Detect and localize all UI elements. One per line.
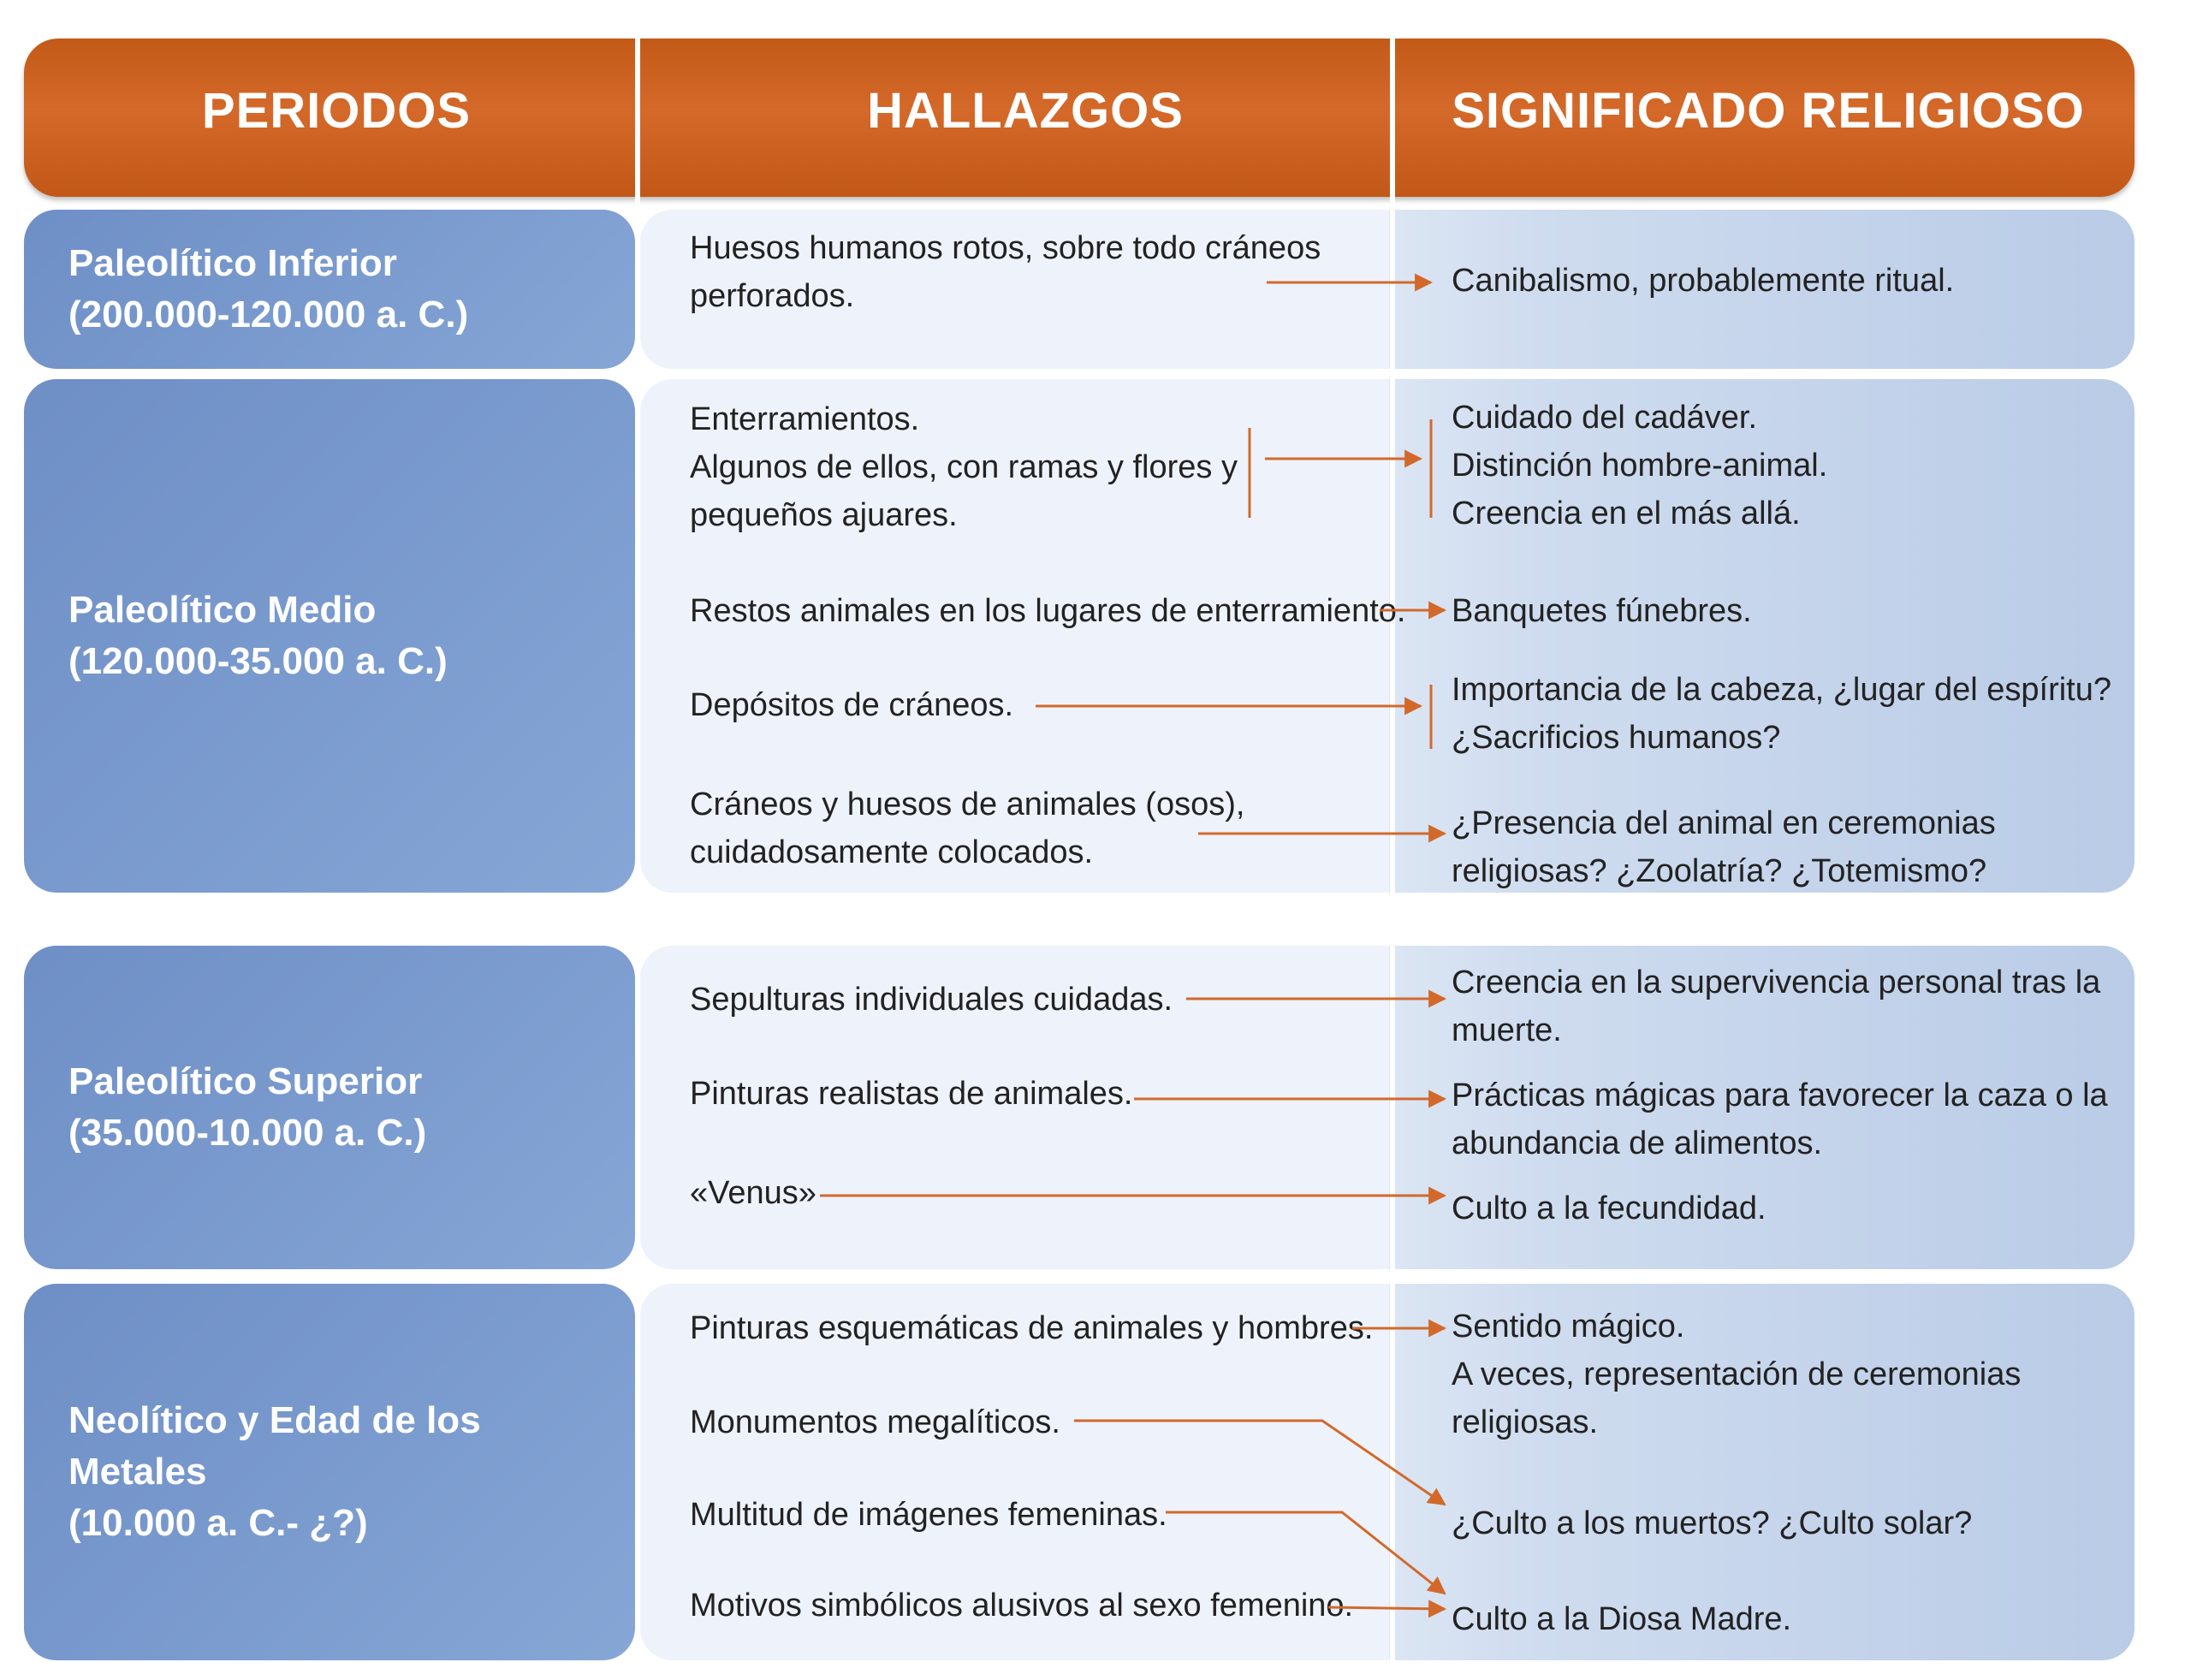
period-dates: (35.000-10.000 a. C.) <box>68 1112 427 1154</box>
finding-text: Sepulturas individuales cuidadas. <box>690 982 1173 1018</box>
period-name-line2: Metales <box>68 1451 207 1493</box>
finding-text: Monumentos megalíticos. <box>690 1404 1060 1440</box>
meaning-text: abundancia de alimentos. <box>1452 1125 1823 1161</box>
finding-text: Pinturas esquemáticas de animales y hombres. <box>690 1310 1374 1346</box>
period-name: Paleolítico Inferior <box>68 242 397 284</box>
meaning-text: ¿Culto a los muertos? ¿Culto solar? <box>1452 1505 1973 1541</box>
period-name: Neolítico y Edad de los <box>68 1399 481 1441</box>
period-dates: (200.000-120.000 a. C.) <box>68 294 469 335</box>
finding-text: Pinturas realistas de animales. <box>690 1076 1133 1112</box>
finding-text: Cráneos y huesos de animales (osos), <box>690 787 1245 822</box>
arrow <box>1074 1421 1445 1505</box>
meaning-text: Culto a la fecundidad. <box>1452 1190 1767 1226</box>
finding-text: Restos animales en los lugares de enterramiento. <box>690 593 1406 629</box>
finding-text: «Venus» <box>690 1175 816 1211</box>
meaning-text: A veces, representación de ceremonias <box>1452 1356 2022 1392</box>
meaning-text: Banquetes fúnebres. <box>1452 593 1752 629</box>
finding-text: Motivos simbólicos alusivos al sexo femenino. <box>690 1588 1354 1624</box>
finding-text: Algunos de ellos, con ramas y flores y <box>690 449 1238 485</box>
arrow <box>1328 1607 1445 1609</box>
meaning-text: Creencia en la supervivencia personal tras la <box>1452 965 2101 1000</box>
header-hallazgos: HALLAZGOS <box>867 83 1184 139</box>
meaning-text: Canibalismo, probablemente ritual. <box>1452 263 1955 299</box>
arrow <box>1166 1512 1445 1594</box>
meaning-text: muerte. <box>1452 1012 1562 1048</box>
period-dates: (120.000-35.000 a. C.) <box>68 640 448 682</box>
header-periodos: PERIODOS <box>201 83 472 139</box>
period-name: Paleolítico Medio <box>68 589 377 631</box>
meaning-text: Creencia en el más allá. <box>1452 496 1801 531</box>
meaning-text: Distinción hombre-animal. <box>1452 448 1828 484</box>
meaning-text: religiosas? ¿Zoolatría? ¿Totemismo? <box>1452 853 1987 889</box>
period-dates: (10.000 a. C.- ¿?) <box>68 1502 368 1544</box>
finding-text: Depósitos de cráneos. <box>690 687 1014 723</box>
meaning-text: Sentido mágico. <box>1452 1309 1685 1345</box>
meaning-text: Culto a la Diosa Madre. <box>1452 1601 1792 1637</box>
meaning-text: Importancia de la cabeza, ¿lugar del espíritu? <box>1452 672 2111 708</box>
finding-text: perforados. <box>690 278 855 314</box>
meaning-text: Prácticas mágicas para favorecer la caza o la <box>1452 1077 2108 1113</box>
finding-text: Huesos humanos rotos, sobre todo cráneos <box>690 230 1321 266</box>
meaning-text: ¿Presencia del animal en ceremonias <box>1452 805 1996 841</box>
period-name: Paleolítico Superior <box>68 1060 423 1102</box>
finding-text: Enterramientos. <box>690 401 920 437</box>
finding-text: cuidadosamente colocados. <box>690 834 1094 870</box>
meaning-text: ¿Sacrificios humanos? <box>1452 720 1781 756</box>
finding-text: pequeños ajuares. <box>690 497 958 533</box>
meaning-text: Cuidado del cadáver. <box>1452 400 1758 436</box>
header-significado: SIGNIFICADO RELIGIOSO <box>1452 83 2085 139</box>
finding-text: Multitud de imágenes femeninas. <box>690 1497 1167 1533</box>
meaning-text: religiosas. <box>1452 1404 1599 1440</box>
